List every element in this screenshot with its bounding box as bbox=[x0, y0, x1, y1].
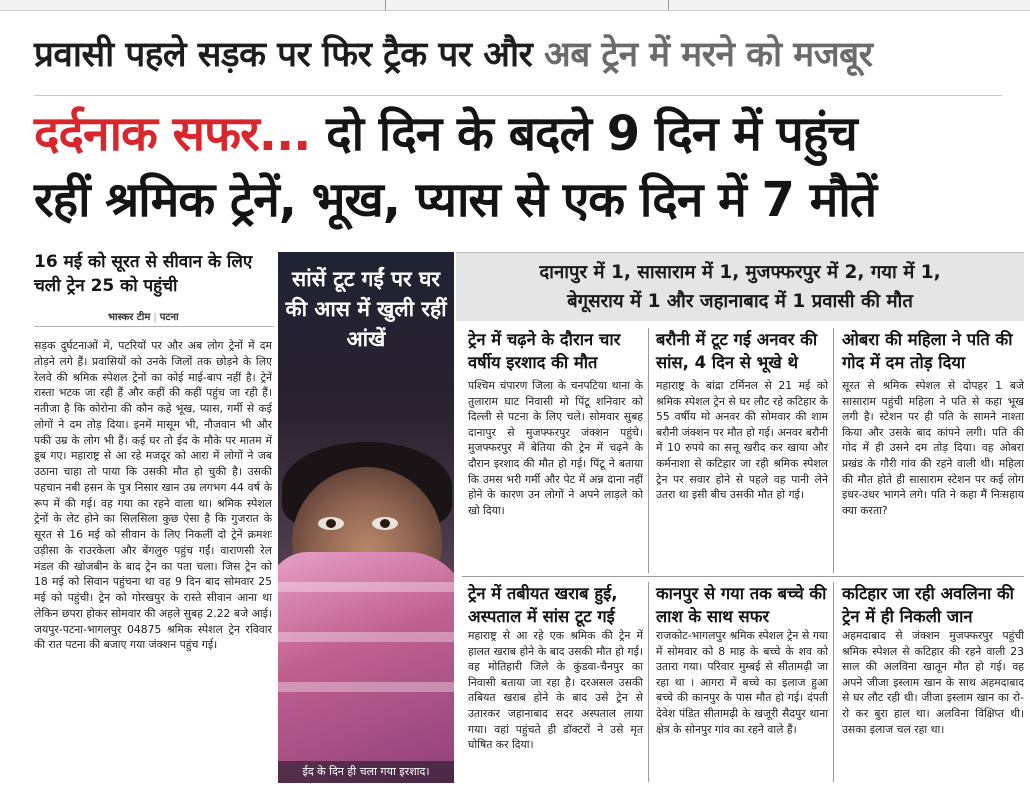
photo-blanket-stripe bbox=[278, 632, 454, 642]
kicker-part1: प्रवासी पहले सड़क पर फिर ट्रैक पर और bbox=[34, 35, 533, 75]
photo-caption-title: सांसें टूट गईं पर घर की आस में खुली रहीं आंखें bbox=[285, 267, 447, 351]
strip-divider bbox=[668, 0, 669, 10]
story-body: सूरत से श्रमिक स्पेशल से दोपहर 1 बजे सासाराम पहुंची महिला ने पति से कहा भूख लगी है। स्टेशन पर ही पति के सामने नाश्ता किया और उसके बाद कांपने लगी। पति की गोद में ही उसने दम तोड़ दिया। वह ओबरा प्रखंड के गौरी गांव की रहने वाली थी। महिला की मौत होते ही सासाराम स्टेशन पर कई लोग इधर-उधर भागने लगे। पति ने कहा मैं निःसहाय क्या करता? bbox=[842, 379, 1024, 517]
left-story-divider bbox=[34, 326, 274, 327]
byline-separator: | bbox=[153, 312, 157, 323]
column-divider bbox=[648, 582, 649, 782]
photo-caption: ईद के दिन ही चला गया इरशाद। bbox=[278, 761, 454, 783]
photo-blanket-stripe bbox=[278, 582, 454, 592]
story-title: बरौनी में टूट गई अनवर की सांस, 4 दिन से भूखे थे bbox=[656, 330, 818, 372]
deaths-summary-banner bbox=[456, 252, 1024, 321]
story-body: पश्चिम चंपारण जिला के चनपटिया थाना के तुलाराम घाट निवासी मो पिंटू शनिवार को दिल्ली से पटना के लिए चले। सोमवार सुबह दानापुर से मुजफ्फरपुर जंक्शन पहुंचे। मुजफ्फरपुर में बेतिया की ट्रेन में चढ़ने के दौरान इरशाद की मौत हो गई। पिंटू ने बताया कि उमस भरी गर्मी और पेट में अन्न दाना नहीं होने के कारण उन लोगों ने अपने लाड़ले को खो दिया। bbox=[468, 379, 643, 517]
banner-line-2: बेगूसराय में 1 और जहानाबाद में 1 प्रवासी की मौत bbox=[567, 291, 913, 312]
news-photo bbox=[278, 252, 454, 783]
story-title: ओबरा की महिला ने पति की गोद में दम तोड़ दिया bbox=[842, 330, 1013, 372]
headline-rest: दो दिन के बदले 9 दिन में पहुंच bbox=[310, 106, 857, 162]
main-headline bbox=[34, 101, 1019, 233]
banner-line-1: दानापुर में 1, सासाराम में 1, मुजफ्फरपुर में 2, गया में 1, bbox=[539, 262, 941, 283]
story-body: महाराष्ट्र के बांद्रा टर्मिनल से 21 मई को श्रमिक स्पेशल ट्रेन से घर लौट रहे कटिहार के 55 वर्षीय मो अनवर की सोमवार की शाम बरौनी जंक्शन पर मौत हो गई। अनवर बरौनी में 10 रुपये का सत्तू खरीद कर खाया और कर्मनाशा से कटिहार जा रही श्रमिक स्पेशल ट्रेन पर सवार होने से पहले वह पानी लेने उतरा था इसी बीच उसकी मौत हो गई। bbox=[656, 379, 828, 502]
kicker-headline bbox=[34, 30, 1014, 82]
row-divider bbox=[462, 576, 1024, 577]
story-title: कटिहार जा रही अवलिना की ट्रेन में ही निकली जान bbox=[842, 584, 1014, 626]
story-body: अहमदाबाद से जंक्शन मुजफ्फरपुर पहुंची श्रमिक स्पेशल से कटिहार की रहने वाली 23 साल की अलविना खातून मौत हो गई। वह अपने जीजा इस्लाम खान के साथ अहमदाबाद से घर लौट रही थी। जीजा इस्लाम खान का रो-रो कर बुरा हाल था। अलविना विक्षिप्त थी। उसका इलाज चल रहा था। bbox=[842, 629, 1024, 736]
kicker-divider bbox=[34, 95, 1002, 96]
column-divider bbox=[833, 582, 834, 782]
left-story-byline bbox=[108, 309, 278, 323]
left-story-title: 16 मई को सूरत से सीवान के लिए चली ट्रेन 25 को पहुंची bbox=[34, 252, 253, 296]
byline-dateline: पटना bbox=[159, 312, 179, 323]
byline-author: भास्कर टीम bbox=[108, 312, 151, 323]
page-top-strip bbox=[0, 0, 1030, 11]
left-story-body: सड़क दुर्घटनाओं में, पटरियों पर और अब लोग ट्रेनों में दम तोड़ने लगे हैं। प्रवासियों को उनके जिलों तक छोड़ने के लिए रेलवे की श्रमिक स्पेशल ट्रेनों का कोई माई-बाप नहीं है। ट्रेनें रास्ता भटक जा रही हैं और कहीं की कहीं पहुंच जा रही हैं। नतीजा है कि कोरोना की कौन कहे भूख, प्यास, गर्मी से कई लोगों ने दम तोड़ दिया। इनमें मासूम भी, नौजवान भी और पकी उम्र के लोग भी हैं। कई घर तो ईद के मौके पर मातम में डूब गए। महाराष्ट्र से आ रहे मजदूर को आरा में लोगों ने जब उठाना चाहा तो पाया कि उसकी मौत हो चुकी है। उसकी पहचान नबी हसन के पुत्र निसार खान उम्र लगभग 44 वर्ष के रूप में की गई। वह गया का रहने वाला था। श्रमिक स्पेशल ट्रेनों के लेट होने का सिलसिला कुछ ऐसा है कि गुजरात के सूरत से 16 मई को सीवान के लिए निकलीं दो ट्रेनें क्रमशः उड़ीसा के राउरकेला और बेंगलुरु पहुंच गईं। वाराणसी रेल मंडल की खोजबीन के बाद ट्रेन का पता चला। जिस ट्रेन को 18 मई को सिवान पहुंचना था वह 9 दिन बाद सोमवार 25 मई को पहुंची। ट्रेन को गोरखपुर के रास्ते सीवान आना था लेकिन छपरा होकर सोमवार की अहले सुबह 2.22 बजे आई। जयपुर-पटना-भागलपुर 04875 श्रमिक स्पेशल ट्रेन रविवार की रात पटना की बजाए गया जंक्शन पहुंच गई। bbox=[34, 339, 272, 652]
story-body: महाराष्ट्र से आ रहे एक श्रमिक की ट्रेन में हालत खराब होने के बाद उसकी मौत हो गई। वह मोतिहारी जिले के कुंडवा-चैनपुर का निवासी बताया जा रहा है। दरअसल उसकी तबियत खराब होने के बाद उसे ट्रेन से उतारकर जहानाबाद सदर अस्पताल लाया गया। वहां पहुंचते ही डॉक्टरों ने उसे मृत घोषित कर दिया। bbox=[468, 629, 643, 752]
column-divider bbox=[833, 328, 834, 573]
photo-eye bbox=[372, 517, 398, 530]
headline-line-1 bbox=[34, 101, 1019, 167]
story-title: ट्रेन में चढ़ने के दौरान चार वर्षीय इरशाद की मौत bbox=[468, 330, 621, 372]
strip-divider bbox=[385, 0, 386, 10]
photo-eye bbox=[318, 517, 344, 530]
story-body: राजकोट-भागलपुर श्रमिक स्पेशल ट्रेन से गया में सोमवार को 8 माह के बच्चे के शव को उतारा गया। परिवार मुम्बई से सीतामढ़ी जा रहा था । आगरा में बच्चे का इलाज हुआ बच्चे की कानपुर के पास मौत हो गई। दंपती देवेश पंडित सीतामढ़ी के खजूरी सैदपुर थाना क्षेत्र के सोनपुर गांव का रहने वाले हैं। bbox=[656, 629, 828, 736]
headline-line-2: रहीं श्रमिक ट्रेनें, भूख, प्यास से एक दिन में 7 मौतें bbox=[34, 172, 877, 228]
kicker-part2: अब ट्रेन में मरने को मजबूर bbox=[532, 35, 873, 75]
photo-blanket-stripe bbox=[278, 682, 454, 692]
story-title: ट्रेन में तबीयत खराब हुई, अस्पताल में सांस टूट गई bbox=[468, 584, 618, 626]
headline-red: दर्दनाक सफर... bbox=[34, 106, 311, 162]
story-title: कानपुर से गया तक बच्चे की लाश के साथ सफर bbox=[656, 584, 827, 626]
column-divider bbox=[648, 328, 649, 573]
